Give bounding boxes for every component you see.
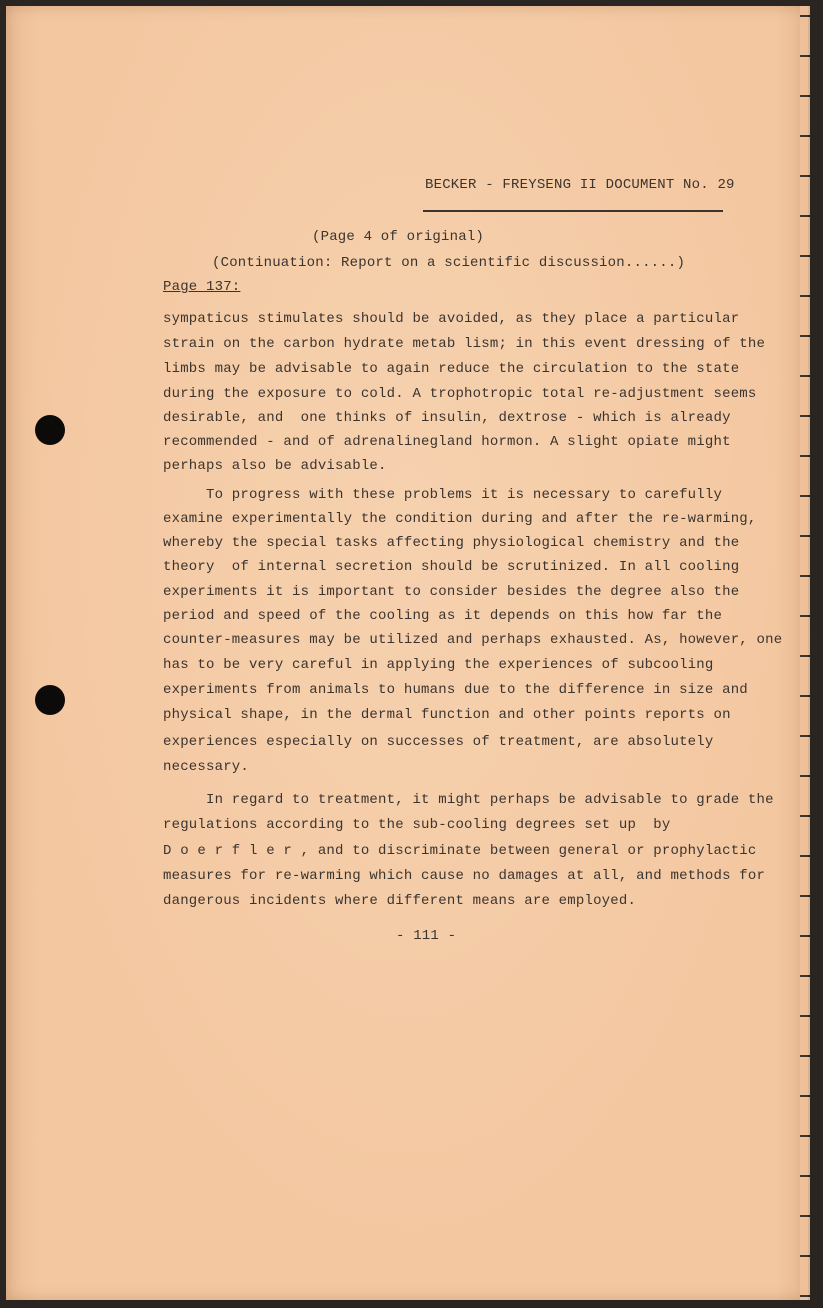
body-line: sympaticus stimulates should be avoided, as they place a particular (163, 311, 740, 327)
body-line: period and speed of the cooling as it depends on this how far the (163, 608, 723, 624)
body-line: has to be very careful in applying the experiences of subcooling (163, 657, 714, 673)
body-line: perhaps also be advisable. (163, 458, 387, 474)
body-line: during the exposure to cold. A trophotropic total re-adjustment seems (163, 386, 757, 402)
header-underline (423, 210, 723, 212)
body-line: In regard to treatment, it might perhaps be advisable to grade the (163, 792, 774, 808)
continuation-note: (Continuation: Report on a scientific discussion......) (212, 255, 686, 271)
body-line: experiences especially on successes of treatment, are absolutely (163, 734, 714, 750)
body-line: whereby the special tasks affecting physiological chemistry and the (163, 535, 740, 551)
body-line: To progress with these problems it is necessary to carefully (163, 487, 723, 503)
body-line: necessary. (163, 759, 250, 775)
page-number: - 111 - (396, 928, 457, 944)
page-edge-right (800, 6, 810, 1300)
body-line: physical shape, in the dermal function and other points reports on (163, 707, 731, 723)
body-line: recommended - and of adrenalinegland hormon. A slight opiate might (163, 434, 731, 450)
body-line: regulations according to the sub-cooling degrees set up by (163, 817, 671, 833)
body-line: measures for re-warming which cause no damages at all, and methods for (163, 868, 766, 884)
body-line: D o e r f l e r , and to discriminate between general or prophylactic (163, 843, 757, 859)
body-line: examine experimentally the condition during and after the re-warming, (163, 511, 757, 527)
punch-hole-bottom (35, 685, 65, 715)
body-line: limbs may be advisable to again reduce the circulation to the state (163, 361, 740, 377)
body-line: desirable, and one thinks of insulin, dextrose - which is already (163, 410, 731, 426)
document-header: BECKER - FREYSENG II DOCUMENT No. 29 (425, 177, 735, 193)
body-line: counter-measures may be utilized and perhaps exhausted. As, however, one (163, 632, 783, 648)
body-line: strain on the carbon hydrate metab lism; in this event dressing of the (163, 336, 766, 352)
body-line: experiments from animals to humans due to the difference in size and (163, 682, 748, 698)
page-reference: Page 137: (163, 279, 241, 295)
body-line: dangerous incidents where different means are employed. (163, 893, 637, 909)
original-page-note: (Page 4 of original) (312, 229, 485, 245)
body-line: experiments it is important to consider besides the degree also the (163, 584, 740, 600)
punch-hole-top (35, 415, 65, 445)
document-page (6, 6, 808, 1300)
body-line: theory of internal secretion should be scrutinized. In all cooling (163, 559, 740, 575)
